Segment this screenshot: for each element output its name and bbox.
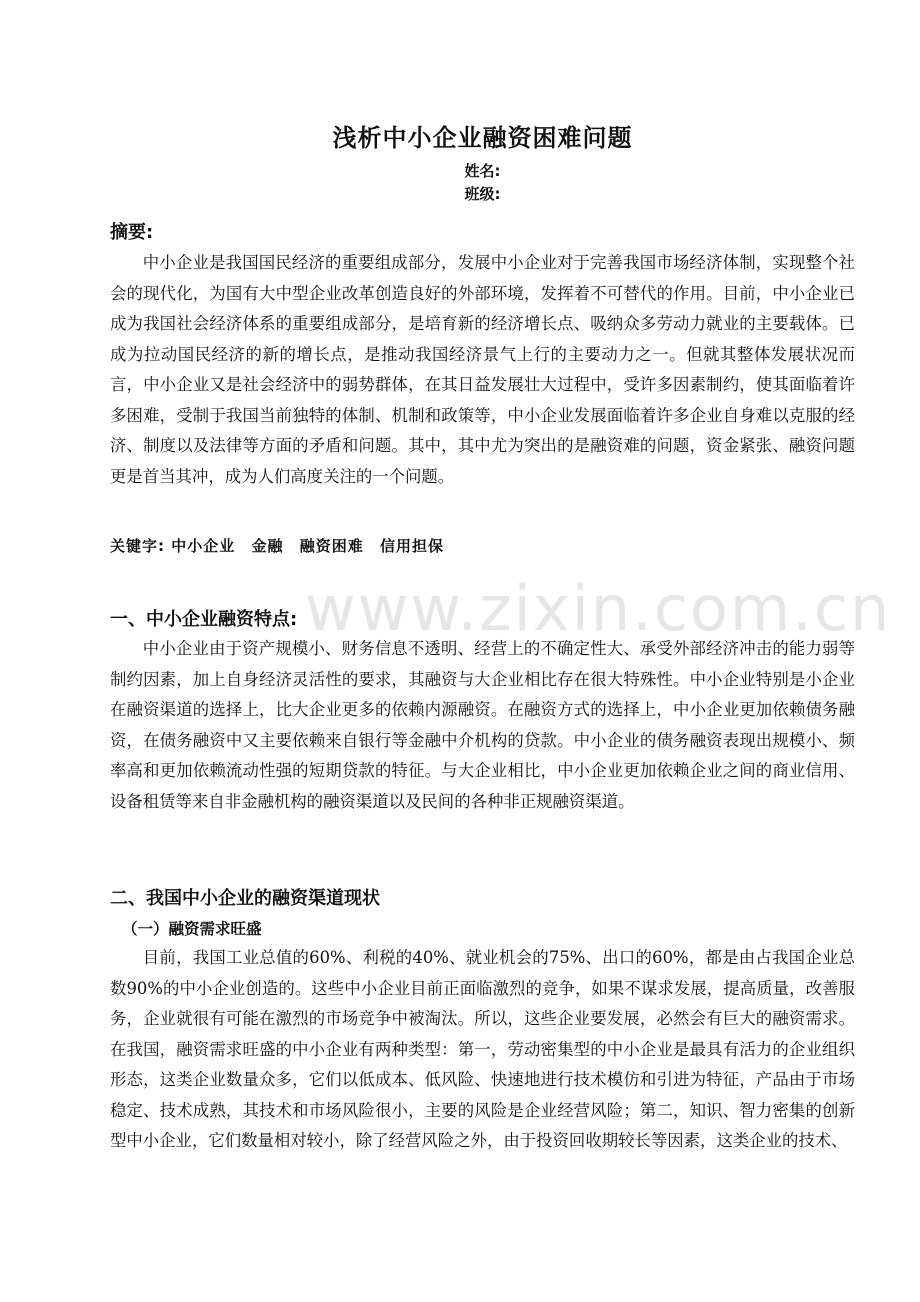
section-2-sub-1-heading: （一）融资需求旺盛 [122, 920, 262, 938]
section-2-sub-1-body: 目前，我国工业总值的60%、利税的40%、就业机会的75%、出口的60%，都是由占我国企业总数90%的中小企业创造的。这些中小企业目前正面临激烈的竞争，如果不谋求发展，提高质量，改善服务，企业就很有可能在激烈的市场竞争中被淘汰。所以，这些企业要发展，必然会有巨大的融资需求。在我国，融资需求旺盛的中小企业有两种类型：第一，劳动密集型的中小企业是最具有活力的企业组织形态，这类企业数量众多，它们以低成本、低风险、快速地进行技术模仿和引进为特征，产品由于市场稳定、技术成熟，其技术和市场风险很小，主要的风险是企业经营风险；第二，知识、智力密集的创新型中小企业，它们数量相对较小，除了经营风险之外，由于投资回收期较长等因素，这类企业的技术、 [110, 948, 855, 1150]
document-title: 浅析中小企业融资困难问题 [332, 124, 633, 152]
keywords-line [110, 535, 454, 556]
section-1-body: 中小企业由于资产规模小、财务信息不透明、经营上的不确定性大、承受外部经济冲击的能力弱等制约因素，加上自身经济灵活性的要求，其融资与大企业相比存在很大特殊性。中小企业特别是小企业在融资渠道的选择上，比大企业更多的依赖内源融资。在融资方式的选择上，中小企业更加依赖债务融资，在债务融资中又主要依赖来自银行等金融中介机构的贷款。中小企业的债务融资表现出规模小、频率高和更加依赖流动性强的短期贷款的特征。与大企业相比，中小企业更加依赖企业之间的商业信用、设备租赁等来自非金融机构的融资渠道以及民间的各种非正规融资渠道。 [110, 639, 855, 811]
keyword-item: 金融 [251, 537, 284, 555]
keyword-item: 融资困难 [299, 537, 364, 555]
section-2-heading: 二、我国中小企业的融资渠道现状 [110, 888, 380, 909]
keywords-label: 关键字: [110, 537, 165, 555]
abstract-heading: 摘要: [110, 222, 154, 243]
author-name-label: 姓名: [464, 162, 501, 180]
section-1-heading: 一、中小企业融资特点: [110, 609, 298, 630]
watermark: www.zixin.com.cn [305, 572, 892, 645]
keyword-item: 中小企业 [171, 537, 236, 555]
abstract-body: 中小企业是我国国民经济的重要组成部分，发展中小企业对于完善我国市场经济体制，实现整个社会的现代化，为国有大中型企业改革创造良好的外部环境，发挥着不可替代的作用。目前，中小企业已成为我国社会经济体系的重要组成部分，是培育新的经济增长点、吸纳众多劳动力就业的主要载体。已成为拉动国民经济的新的增长点，是推动我国经济景气上行的主要动力之一。但就其整体发展状况而言，中小企业又是社会经济中的弱势群体，在其日益发展壮大过程中，受许多因素制约，使其面临着许多困难，受制于我国当前独特的体制、机制和政策等，中小企业发展面临着许多企业自身难以克服的经济、制度以及法律等方面的矛盾和问题。其中，其中尤为突出的是融资难的问题，资金紧张、融资问题更是首当其冲，成为人们高度关注的一个问题。 [110, 253, 855, 486]
class-label: 班级: [464, 185, 501, 203]
keyword-item: 信用担保 [379, 537, 444, 555]
